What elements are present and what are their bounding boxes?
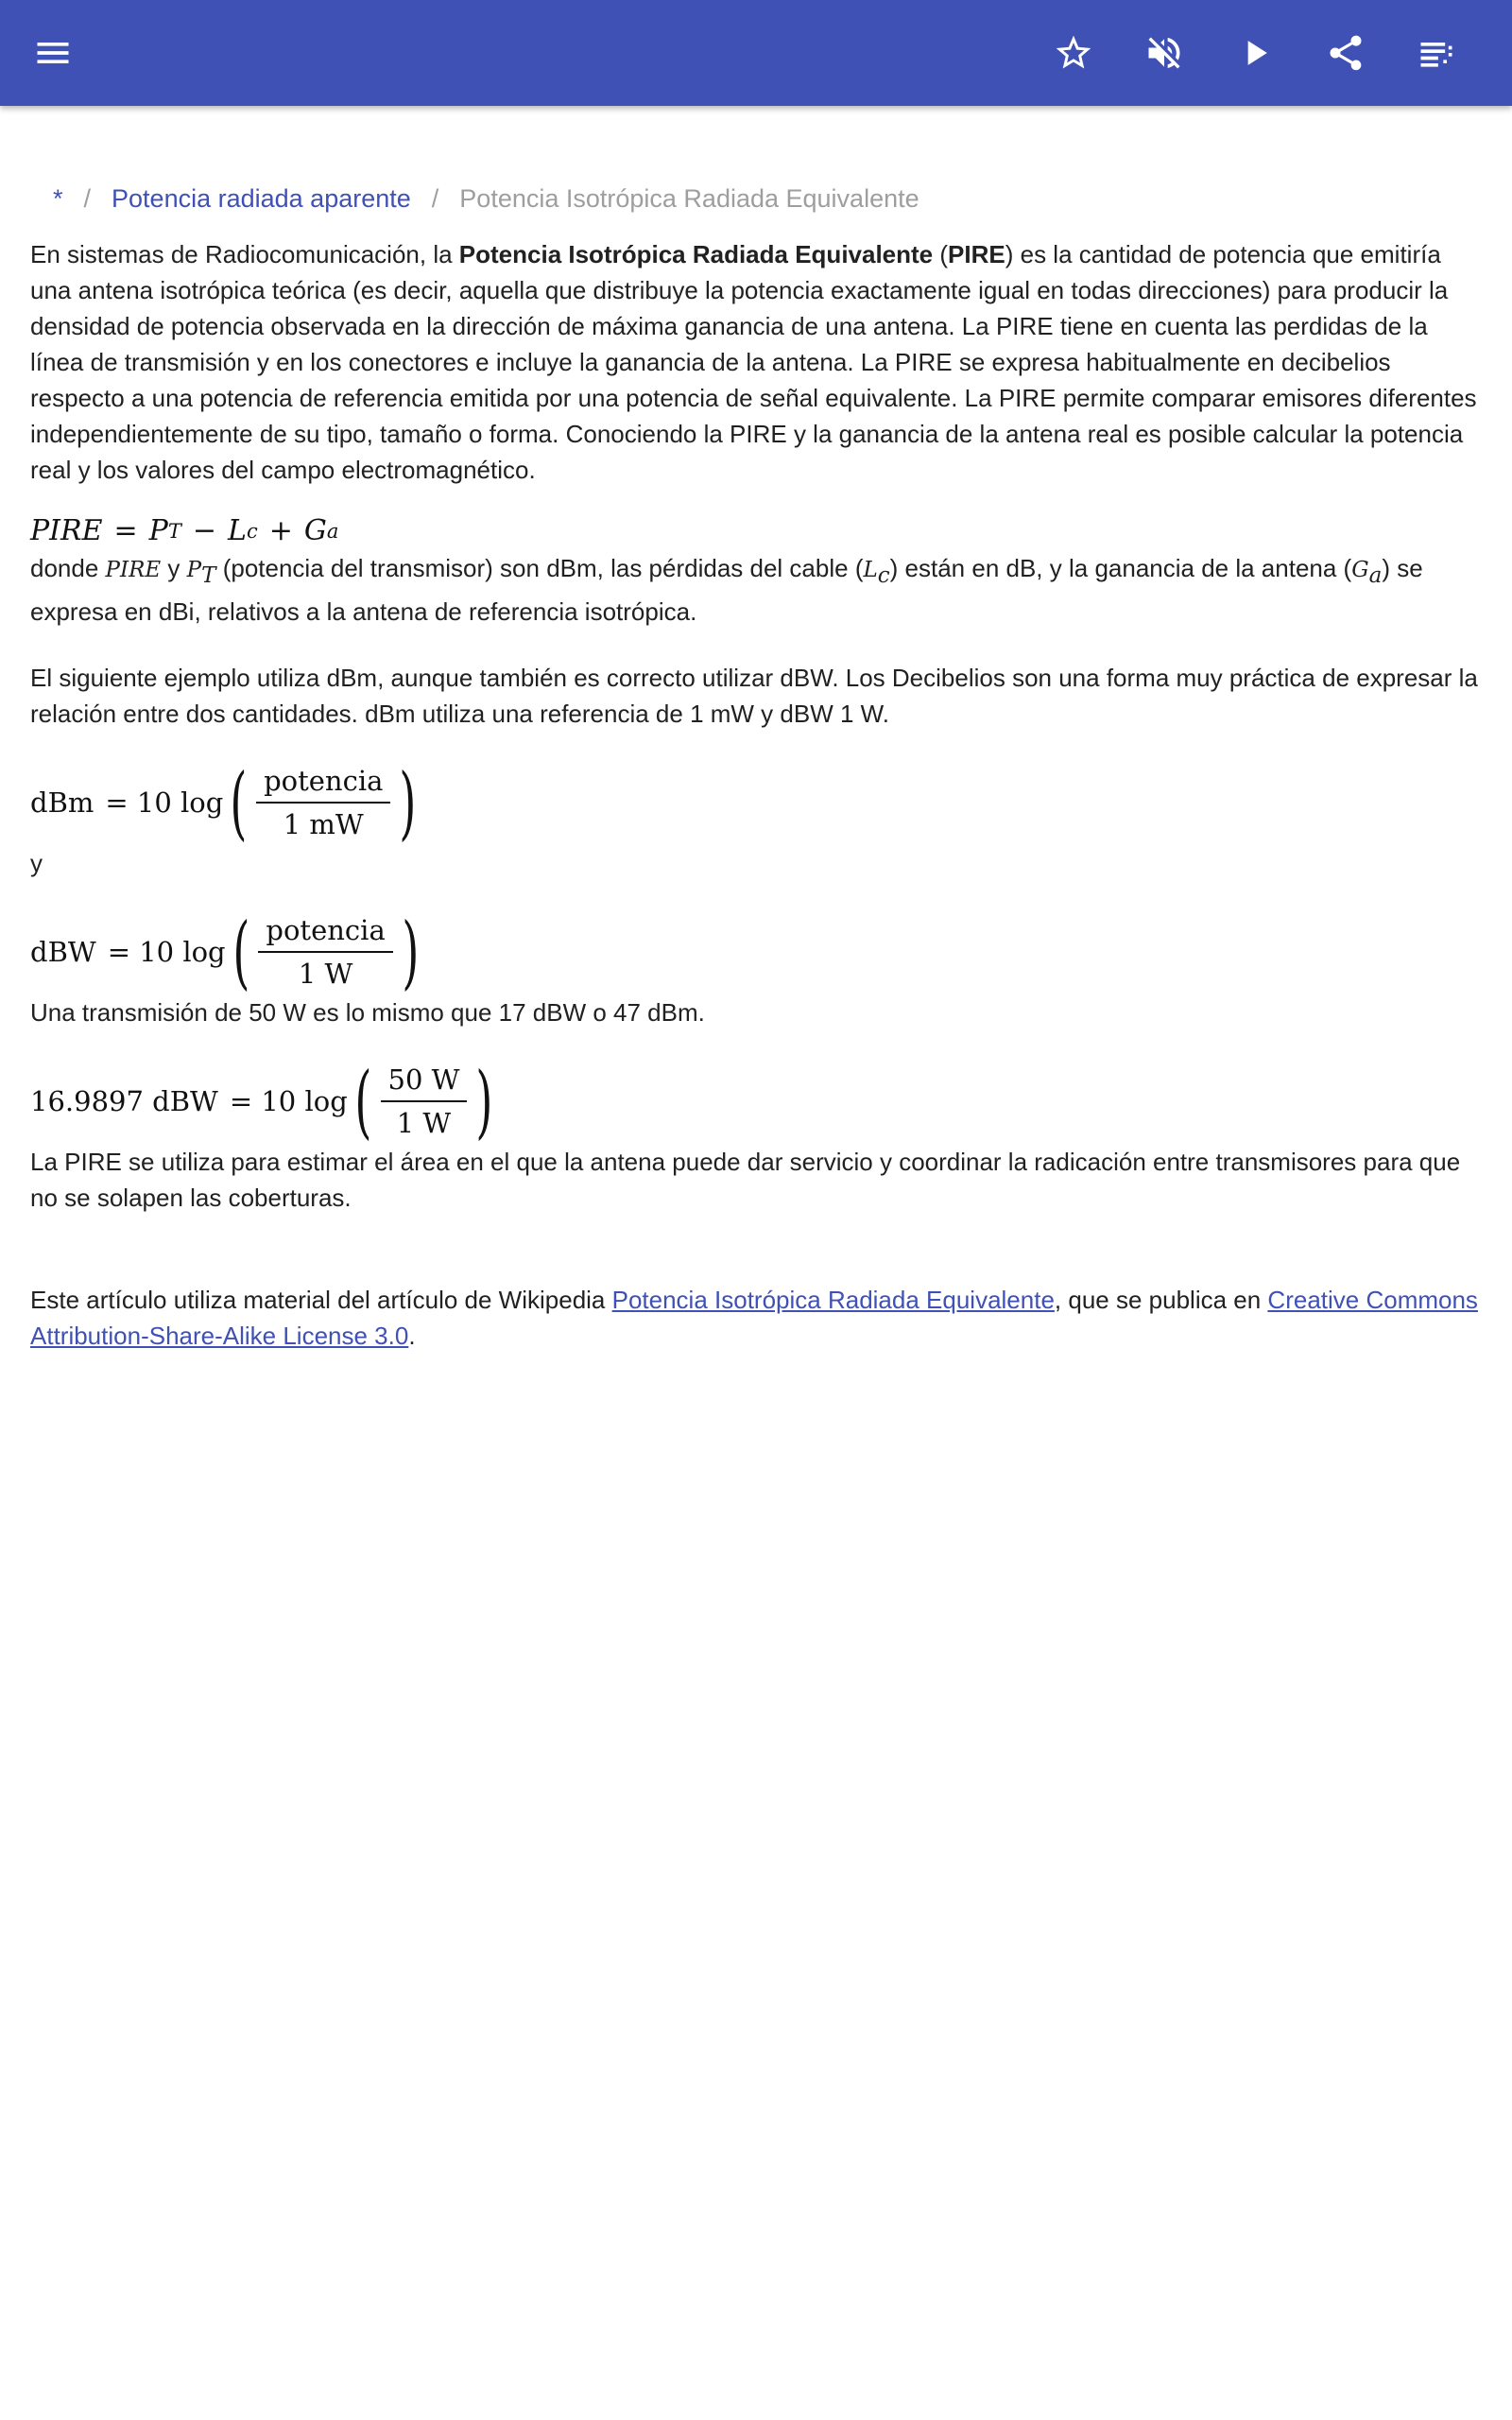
math-op: =	[113, 514, 138, 547]
intro-text: (	[933, 240, 949, 268]
formula-pire	[30, 512, 1482, 550]
math-inline: P	[186, 558, 202, 582]
breadcrumb-separator: /	[431, 184, 439, 213]
play-icon[interactable]	[1225, 23, 1285, 83]
body-text: y	[161, 554, 187, 582]
fraction	[258, 911, 392, 993]
intro-paragraph	[30, 236, 1482, 488]
acronym-bold: PIRE	[948, 240, 1005, 268]
math-op: −	[192, 514, 217, 547]
math-op: +	[268, 514, 293, 547]
math-sub: T	[201, 563, 216, 589]
term-bold: Potencia Isotrópica Radiada Equivalente	[458, 240, 934, 268]
math-lhs: dBm	[30, 786, 94, 820]
fraction	[256, 762, 390, 843]
fraction-denominator: 1 mW	[283, 808, 364, 841]
formula-example	[30, 1055, 1482, 1149]
close-paren: )	[402, 906, 420, 999]
fraction-numerator: potencia	[258, 911, 392, 953]
math-rhs: = 10 log	[107, 936, 226, 969]
intro-text: En sistemas de Radiocomunicación, la	[30, 240, 459, 268]
math-inline: PIRE	[105, 558, 162, 582]
attribution-text: .	[408, 1322, 416, 1351]
math-var: PIRE	[30, 514, 103, 547]
fraction	[381, 1061, 468, 1142]
open-paren: (	[354, 1055, 372, 1149]
body-text: ) están en dB, y la ganancia de la antena (	[889, 554, 1352, 582]
breadcrumb-home-link[interactable]: *	[53, 184, 63, 213]
math-sub: c	[877, 563, 890, 589]
fraction-denominator: 1 W	[396, 1107, 452, 1140]
formula-dbw	[30, 906, 1482, 999]
math-lhs: 16.9897 dBW	[30, 1085, 218, 1118]
wikipedia-article-link[interactable]: Potencia Isotrópica Radiada Equivalente	[611, 1286, 1055, 1315]
menu-icon[interactable]	[23, 23, 83, 83]
math-rhs: = 10 log	[229, 1085, 348, 1118]
article-body	[30, 236, 1482, 1354]
math-inline: L	[863, 558, 878, 582]
license-link[interactable]: Creative Commons Attribution-Share-Alike License 3.0	[30, 1286, 1478, 1351]
close-paren: )	[475, 1055, 493, 1149]
app-bar	[0, 0, 1512, 106]
math-lhs: dBW	[30, 936, 96, 969]
fraction-numerator: potencia	[256, 762, 390, 804]
attribution-text: Este artículo utiliza material del artículo de Wikipedia	[30, 1286, 612, 1315]
open-paren: (	[232, 906, 250, 999]
math-inline: G	[1351, 558, 1369, 582]
fraction-numerator: 50 W	[381, 1061, 468, 1102]
breadcrumb	[53, 168, 919, 229]
math-var: G	[303, 514, 327, 547]
share-icon[interactable]	[1315, 23, 1376, 83]
formula-dbm	[30, 756, 1482, 850]
volume-off-icon[interactable]	[1134, 23, 1194, 83]
conjunction-text: y	[30, 849, 43, 878]
usage-paragraph: La PIRE se utiliza para estimar el área en el que la antena puede dar servicio y coordinar la radicación entre transmisores para que no se solapen las coberturas.	[30, 1148, 1461, 1213]
math-sub: a	[326, 520, 339, 543]
playlist-icon[interactable]	[1406, 23, 1467, 83]
body-text: ) se expresa en dBi, relativos a la antena de referencia isotrópica.	[30, 554, 1423, 627]
attribution-text: , que se publica en	[1054, 1286, 1268, 1315]
math-var: L	[228, 514, 247, 547]
math-sub: a	[1368, 563, 1383, 589]
math-sub: T	[167, 520, 181, 543]
attribution-paragraph	[30, 1282, 1482, 1354]
intro-text: ) es la cantidad de potencia que emitiría una antena isotrópica teórica (es decir, aquella que distribuye la potencia exactamente igual en todas direcciones) para producir la densidad de potencia observada en la dirección de máxima ganancia de una antena. La PIRE tiene en cuenta las perdidas de la línea de transmisión y en los conectores e incluye la ganancia de la antena. La PIRE se expresa habitualmente en decibelios respecto a una potencia de referencia emitida por una potencia de señal equivalente. La PIRE permite comparar emisores diferentes independientemente de su tipo, tamaño o forma. Conociendo la PIRE y la ganancia de la antena real es posible calcular la potencia real y los valores del campo electromagnético.	[30, 240, 1477, 484]
math-sub: c	[246, 520, 258, 543]
fraction-denominator: 1 W	[298, 958, 353, 991]
example-paragraph: El siguiente ejemplo utiliza dBm, aunque también es correcto utilizar dBW. Los Decibelios son una forma muy práctica de expresar la relación entre dos cantidades. dBm utiliza una referencia de 1 mW y dBW 1 W.	[30, 664, 1478, 729]
breadcrumb-current: Potencia Isotrópica Radiada Equivalente	[459, 184, 919, 213]
breadcrumb-separator: /	[83, 184, 92, 213]
math-var: P	[148, 514, 168, 547]
open-paren: (	[230, 756, 248, 850]
body-text: (potencia del transmisor) son dBm, las pérdidas del cable (	[215, 554, 864, 582]
body-text: donde	[30, 554, 106, 582]
definitions-paragraph	[30, 550, 1482, 630]
star-outline-icon[interactable]	[1043, 23, 1104, 83]
math-rhs: = 10 log	[105, 786, 224, 820]
breadcrumb-parent-link[interactable]: Potencia radiada aparente	[112, 184, 411, 213]
close-paren: )	[399, 756, 417, 850]
transmission-paragraph: Una transmisión de 50 W es lo mismo que 17 dBW o 47 dBm.	[30, 998, 705, 1028]
